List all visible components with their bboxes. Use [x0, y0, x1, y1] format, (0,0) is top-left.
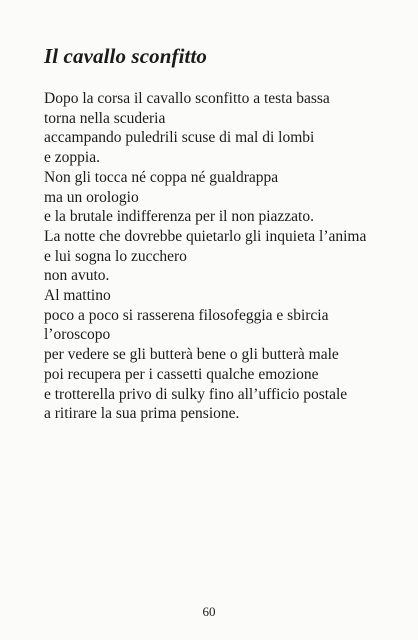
poem-line: per vedere se gli butterà bene o gli butterà male [44, 346, 339, 364]
poem-line: La notte che dovrebbe quietarlo gli inquieta l’anima [44, 227, 367, 245]
poem-line: poco a poco si rasserena filosofeggia e sbircia [44, 306, 329, 324]
poem-title: Il cavallo sconfitto [44, 44, 207, 68]
poem-line: e zoppia. [44, 149, 100, 167]
page-number: 60 [202, 604, 216, 619]
poem-line: l’oroscopo [44, 326, 111, 344]
poem-line: e la brutale indifferenza per il non piazzato. [44, 208, 314, 226]
poem-line: Dopo la corsa il cavallo sconfitto a testa bassa [44, 90, 330, 107]
poem-line: ma un orologio [44, 188, 139, 206]
poem-line: torna nella scuderia [44, 109, 166, 127]
poem-line: Al mattino [44, 287, 111, 305]
poem-line: Non gli tocca né coppa né gualdrappa [44, 168, 279, 186]
poem-line: a ritirare la sua prima pensione. [44, 405, 240, 423]
poem-body [44, 89, 366, 424]
poem-line: poi recupera per i cassetti qualche emozione [44, 365, 319, 383]
poem-line: non avuto. [44, 267, 110, 285]
poem-line: e trotterella privo di sulky fino all’ufficio postale [44, 385, 348, 403]
poem-line: e lui sogna lo zucchero [44, 247, 187, 265]
poem-line: accampando puledrili scuse di mal di lombi [44, 129, 315, 147]
